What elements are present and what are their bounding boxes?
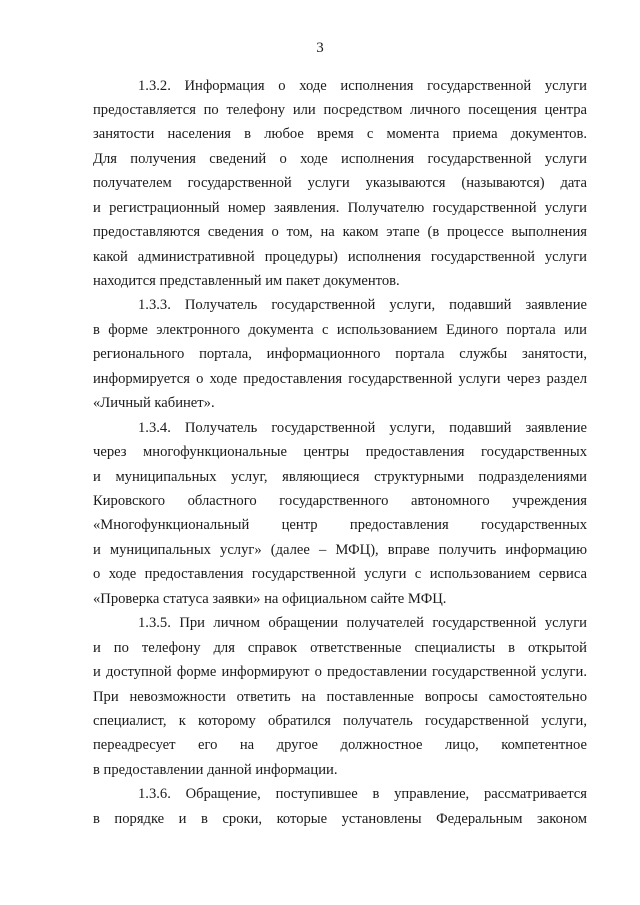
text-line: информируется о ходе предоставления государственной услуги через раздел xyxy=(93,371,587,387)
text-line: и по телефону для справок ответственные специалисты в открытой xyxy=(93,640,587,656)
text-line: переадресует его на другое должностное лицо, компетентное xyxy=(93,737,587,753)
text-line: о ходе предоставления государственной услуги с использованием сервиса xyxy=(93,566,587,582)
text-line: 1.3.4. Получатель государственной услуги, подавший заявление xyxy=(138,420,587,436)
text-line: в порядке и в сроки, которые установлены Федеральным законом xyxy=(93,811,587,827)
text-line: 1.3.6. Обращение, поступившее в управление, рассматривается xyxy=(138,786,587,802)
text-line: занятости населения в любое время с момента приема документов. xyxy=(93,126,587,142)
text-line: «Личный кабинет». xyxy=(93,395,215,411)
text-line: и доступной форме информируют о предоставлении государственной услуги. xyxy=(93,664,587,680)
text-line: предоставляется по телефону или посредством личного посещения центра xyxy=(93,102,587,118)
text-line: При невозможности ответить на поставленные вопросы самостоятельно xyxy=(93,689,587,705)
text-line: в предоставлении данной информации. xyxy=(93,762,338,778)
page-number: 3 xyxy=(316,40,324,56)
text-line: «Многофункциональный центр предоставления государственных xyxy=(93,517,587,533)
text-line: 1.3.3. Получатель государственной услуги, подавший заявление xyxy=(138,297,587,313)
text-line: предоставляются сведения о том, на каком этапе (в процессе выполнения xyxy=(93,224,587,240)
text-line: «Проверка статуса заявки» на официальном сайте МФЦ. xyxy=(93,591,447,607)
text-line: Кировского областного государственного автономного учреждения xyxy=(93,493,587,509)
text-line: и регистрационный номер заявления. Получателю государственной услуги xyxy=(93,200,587,216)
text-line: 1.3.2. Информация о ходе исполнения государственной услуги xyxy=(138,78,587,94)
text-line: и муниципальных услуг» (далее – МФЦ), вправе получить информацию xyxy=(93,542,587,558)
text-line: получателем государственной услуги указываются (называются) дата xyxy=(93,175,587,191)
text-line: в форме электронного документа с использованием Единого портала или xyxy=(93,322,587,338)
text-line: находится представленный им пакет документов. xyxy=(93,273,400,289)
text-line: специалист, к которому обратился получатель государственной услуги, xyxy=(93,713,587,729)
text-line: 1.3.5. При личном обращении получателей государственной услуги xyxy=(138,615,587,631)
text-line: и муниципальных услуг, являющиеся структурными подразделениями xyxy=(93,469,587,485)
text-line: Для получения сведений о ходе исполнения государственной услуги xyxy=(93,151,587,167)
text-line: через многофункциональные центры предоставления государственных xyxy=(93,444,587,460)
text-line: регионального портала, информационного портала службы занятости, xyxy=(93,346,587,362)
text-line: какой административной процедуры) исполнения государственной услуги xyxy=(93,249,587,265)
